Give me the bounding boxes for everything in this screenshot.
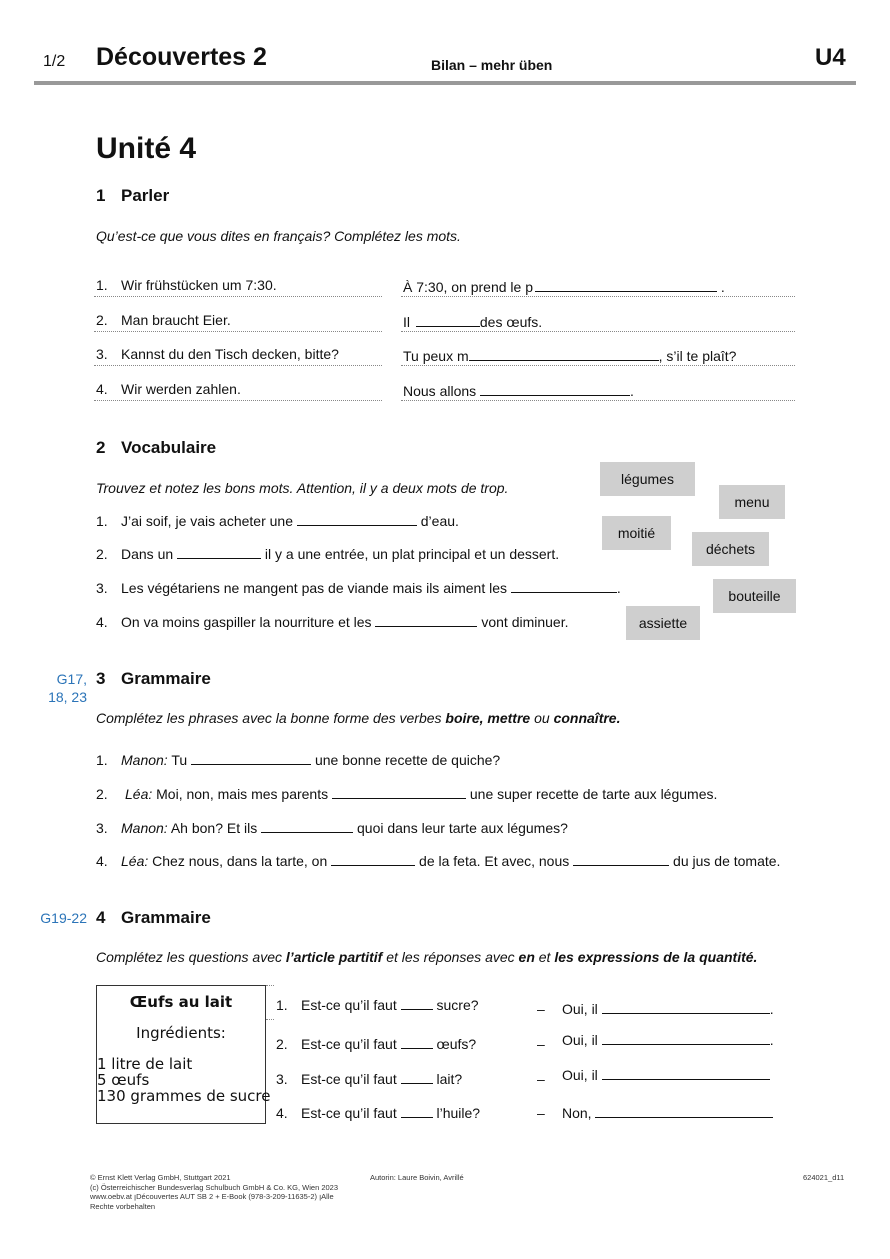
dotted-line [94,400,382,401]
ex2-item [96,544,559,562]
sentence-start: J’ai soif, je vais acheter une [121,513,297,529]
speaker: Manon: [121,820,168,836]
answer-blank[interactable] [261,818,353,833]
word-card-assiette: assiette [626,606,700,640]
word-card-bouteille: bouteille [713,579,796,613]
sentence-start: Les végétariens ne mangent pas de viande mais ils aiment les [121,580,511,596]
answer-blank[interactable] [375,612,477,627]
dotted-line [401,365,795,366]
answer-blank[interactable] [535,277,717,292]
ex4-question [276,1069,462,1087]
item-number: 1. [96,277,108,293]
answer-blank[interactable] [602,1030,770,1045]
german-sentence: Wir frühstücken um 7:30. [121,277,277,293]
sentence-end: il y a une entrée, un plat principal et un dessert. [261,546,560,562]
instruction-verbs: boire, mettre [445,710,531,726]
article-blank[interactable] [401,1103,433,1118]
ex1-answer [403,346,736,364]
answer-start: Oui, il [562,1067,602,1083]
question-end: l’huile? [432,1105,481,1121]
ex3-item [96,818,568,836]
item-number: 4. [276,1105,288,1121]
answer-blank[interactable] [602,999,770,1014]
ex4-answer [537,1030,774,1052]
recipe-line: 1 litre de lait [97,1055,193,1073]
word-card-moitie: moitié [602,516,671,550]
footer-copyright [90,1173,338,1211]
answer-end: . [769,1001,774,1017]
instruction-bold: en [518,949,535,965]
sentence-middle: de la feta. Et avec, nous [415,853,574,869]
instruction-bold: l’article partitif [285,949,383,965]
german-sentence: Kannst du den Tisch decken, bitte? [121,346,339,362]
page-number: 1/2 [43,53,66,70]
french-prefix: Tu peux m [403,348,469,364]
instruction-text: Complétez les questions avec [96,949,286,965]
answer-blank[interactable] [480,381,630,396]
dotted-line [94,296,382,297]
french-prefix: Nous allons [403,383,481,399]
item-number: 1. [276,997,288,1013]
question-end: lait? [432,1071,463,1087]
article-blank[interactable] [401,1034,433,1049]
answer-blank[interactable] [331,851,415,866]
ex4-instruction [96,949,757,965]
answer-blank[interactable] [602,1065,770,1080]
instruction-text: et les réponses avec [382,949,519,965]
ex2-item [96,612,569,630]
item-number: 2. [276,1036,288,1052]
speaker: Léa: [121,853,149,869]
article-blank[interactable] [401,1069,433,1084]
answer-blank[interactable] [469,346,659,361]
sentence-start: Ah bon? Et ils [167,820,262,836]
word-card-menu: menu [719,485,785,519]
dash: – [537,1071,545,1087]
instruction-text: ou [530,710,554,726]
question-start: Est-ce qu’il faut [301,997,401,1013]
answer-end: . [769,1032,774,1048]
item-number: 3. [96,580,108,596]
recipe-box [96,985,271,1124]
item-number: 4. [96,381,108,397]
ex4-question [276,995,479,1013]
answer-blank[interactable] [511,578,617,593]
unit-code: U4 [815,44,846,71]
dash: – [537,1105,545,1121]
french-suffix: . [630,383,634,399]
ex1-instruction: Qu’est-ce que vous dites en français? Complétez les mots. [96,228,461,244]
dotted-line [401,400,795,401]
book-title: Découvertes 2 [96,43,267,71]
item-number: 1. [96,513,108,529]
sentence-end: . [616,580,621,596]
item-number: 2. [96,546,108,562]
dotted-line [266,1019,274,1020]
ex4-question [276,1034,476,1052]
instruction-text: et [534,949,555,965]
ex4-title: Grammaire [121,908,211,927]
speaker: Léa: [125,786,153,802]
speaker: Manon: [121,752,168,768]
question-end: œufs? [432,1036,477,1052]
answer-start: Oui, il [562,1032,602,1048]
dotted-line [266,985,274,986]
instruction-verb: connaître. [553,710,621,726]
dotted-line [94,331,382,332]
footer-line: Rechte vorbehalten [90,1201,156,1211]
grammar-reference-line: 18, 23 [48,689,87,705]
answer-blank[interactable] [297,511,417,526]
dotted-line [401,331,795,332]
recipe-subtitle: Ingrédients: [136,1024,226,1042]
recipe-title: Œufs au lait [129,993,233,1011]
item-number: 3. [96,346,108,362]
question-start: Est-ce qu’il faut [301,1105,401,1121]
ex3-number: 3 [96,669,106,688]
ex2-title: Vocabulaire [121,438,217,457]
ex1-number: 1 [96,186,106,205]
instruction-bold: les expressions de la quantité. [554,949,758,965]
sentence-start: On va moins gaspiller la nourriture et les [121,614,376,630]
footer-author: Autorin: Laure Boivin, Avrillé [370,1173,464,1182]
question-end: sucre? [432,997,479,1013]
ex3-item [96,784,717,802]
french-suffix: des œufs. [479,314,543,330]
answer-blank[interactable] [573,851,669,866]
footer-line: www.oebv.at ꞁDécouvertes AUT SB 2 + E-Book (978-3-209-11635-2) ꞁAlle [90,1192,334,1201]
item-number: 4. [96,853,108,869]
german-sentence: Wir werden zahlen. [121,381,241,397]
footer-line: © Ernst Klett Verlag GmbH, Stuttgart 2021 [90,1173,231,1182]
sentence-end: une bonne recette de quiche? [311,752,501,768]
ex2-item [96,511,459,529]
item-number: 1. [96,752,108,768]
question-start: Est-ce qu’il faut [301,1071,401,1087]
footer-line: (c) Österreichischer Bundesverlag Schulbuch GmbH & Co. KG, Wien 2023 [90,1182,339,1192]
ex3-item [96,851,780,869]
item-number: 3. [276,1071,288,1087]
word-card-legumes: légumes [600,462,695,496]
sentence-start: Dans un [121,546,178,562]
dash: – [537,1001,545,1017]
instruction-text: Complétez les phrases avec la bonne forme des verbes [96,710,446,726]
ex4-answer [537,1065,770,1087]
ex1-answer [403,277,725,295]
dash: – [537,1036,545,1052]
ex2-item [96,578,621,596]
ex3-instruction [96,710,620,726]
unit-title: Unité 4 [96,132,197,165]
sentence-start: Tu [167,752,192,768]
sentence-end: d’eau. [416,513,459,529]
grammar-reference [30,670,87,706]
answer-blank[interactable] [595,1103,773,1118]
grammar-reference: G19-22 [40,910,87,926]
answer-blank[interactable] [416,312,480,327]
answer-start: Oui, il [562,1001,602,1017]
ex3-item [96,750,500,768]
answer-blank[interactable] [332,784,466,799]
item-number: 3. [96,820,108,836]
recipe-line: 130 grammes de sucre [97,1087,271,1105]
item-number: 4. [96,614,108,630]
ex1-title: Parler [121,186,170,205]
sentence-start: Chez nous, dans la tarte, on [148,853,332,869]
french-suffix: . [717,279,725,295]
sentence-end: vont diminuer. [477,614,569,630]
french-prefix: Il [403,314,414,330]
grammar-reference-line: G17, [56,671,87,687]
ex2-instruction: Trouvez et notez les bons mots. Attention, il y a deux mots de trop. [96,480,509,496]
ex2-number: 2 [96,438,106,457]
recipe-line: 5 œufs [97,1071,150,1089]
ex4-number: 4 [96,908,106,927]
ex1-answer [403,312,542,330]
word-card-dechets: déchets [692,532,769,566]
answer-blank[interactable] [177,544,261,559]
dotted-line [401,296,795,297]
french-prefix: À 7:30, on prend le p [403,279,533,295]
answer-blank[interactable] [191,750,311,765]
ex4-answer [537,1103,773,1121]
ex4-question [276,1103,480,1121]
item-number: 2. [96,312,108,328]
answer-start: Non, [562,1105,596,1121]
ex3-title: Grammaire [121,669,211,688]
ex4-answer [537,999,774,1017]
header-subtitle: Bilan – mehr üben [431,57,553,73]
item-number: 2. [96,786,108,802]
dotted-line [94,365,382,366]
sentence-start: Moi, non, mais mes parents [152,786,332,802]
sentence-end: du jus de tomate. [669,853,781,869]
question-start: Est-ce qu’il faut [301,1036,401,1052]
sentence-end: quoi dans leur tarte aux légumes? [353,820,568,836]
footer-code: 624021_d11 [803,1173,845,1182]
sentence-end: une super recette de tarte aux légumes. [466,786,718,802]
french-suffix: , s’il te plaît? [658,348,737,364]
header-rule [34,81,856,85]
ex1-answer [403,381,634,399]
article-blank[interactable] [401,995,433,1010]
german-sentence: Man braucht Eier. [121,312,231,328]
